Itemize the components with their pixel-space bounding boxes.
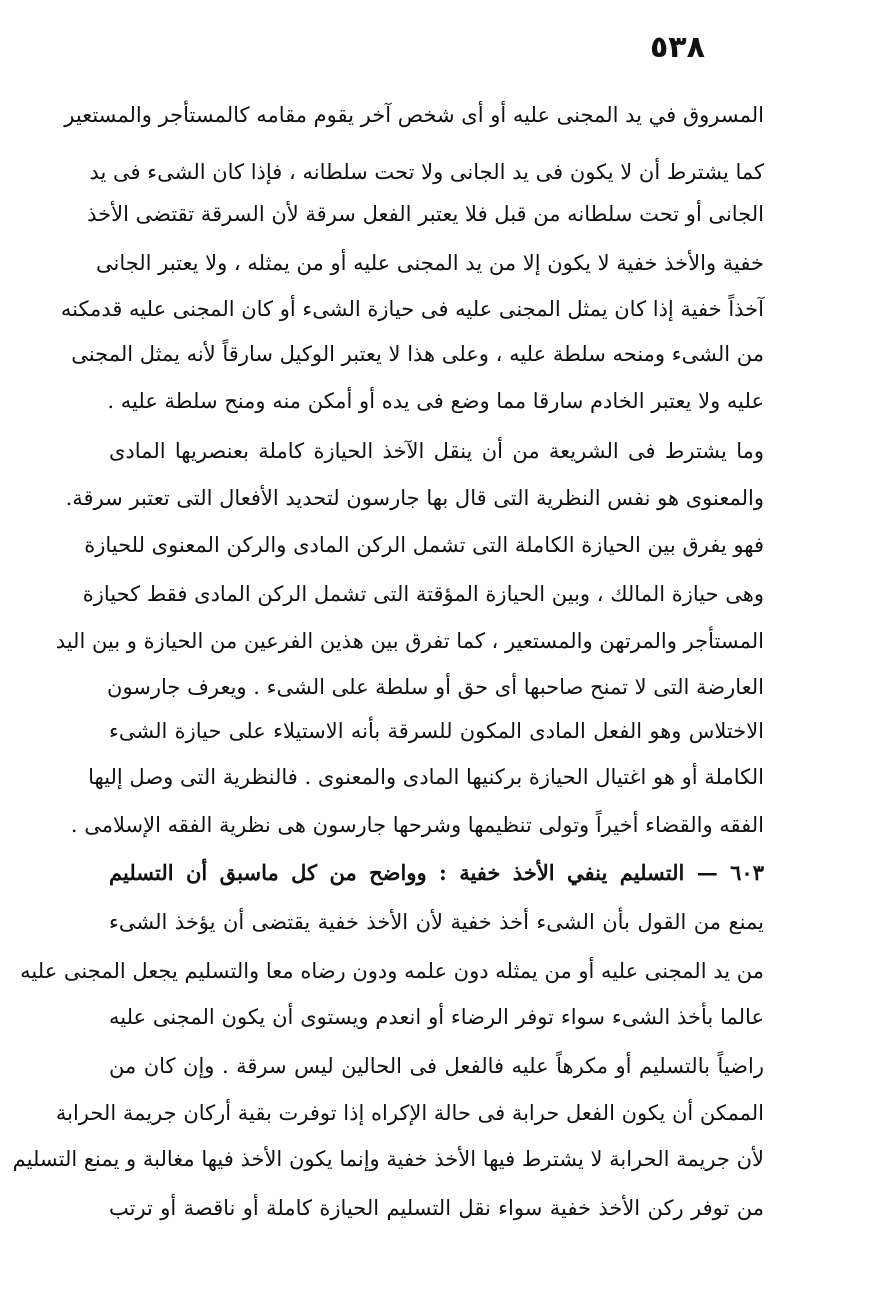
text-line: الجانى أو تحت سلطانه من قبل فلا يعتبر الفعل سرقة لأن السرقة تقتضى الأخذ: [87, 202, 764, 226]
text-line: الممكن أن يكون الفعل حرابة فى حالة الإكراه إذا توفرت بقية أركان جريمة الحرابة: [55, 1101, 764, 1125]
text-line: راضياً بالتسليم أو مكرهاً عليه فالفعل فى الحالين ليس سرقة . وإن كان من: [109, 1054, 764, 1078]
page-number: ٥٣٨: [650, 30, 705, 65]
text-line: آخذاً خفية إذا كان يمثل المجنى عليه فى حيازة الشىء أو كان المجنى عليه قدمكنه: [60, 297, 764, 321]
text-line: الكاملة أو هو اغتيال الحيازة بركنيها المادى والمعنوى . فالنظرية التى وصل إليها: [88, 765, 764, 789]
text-line: عليه ولا يعتبر الخادم سارقا مما وضع فى يده أو أمكن منه ومنح سلطة عليه .: [107, 389, 764, 413]
text-line: من توفر ركن الأخذ خفية سواء نقل التسليم الحيازة كاملة أو ناقصة أو ترتب: [109, 1196, 764, 1220]
text-line: عالما بأخذ الشىء سواء توفر الرضاء أو انعدم ويستوى أن يكون المجنى عليه: [109, 1005, 764, 1029]
text-line: المستأجر والمرتهن والمستعير ، كما تفرق بين هذين الفرعين من الحيازة و بين اليد: [55, 629, 764, 653]
text-line: من يد المجنى عليه أو من يمثله دون علمه ودون رضاه معا والتسليم يجعل المجنى عليه: [20, 959, 764, 983]
text-line: الفقه والقضاء أخيراً وتولى تنظيمها وشرحها جارسون هى نظرية الفقه الإسلامى .: [70, 813, 764, 837]
text-line: المسروق في يد المجنى عليه أو أى شخص آخر يقوم مقامه كالمستأجر والمستعير: [64, 103, 764, 127]
text-line: من الشىء ومنحه سلطة عليه ، وعلى هذا لا يعتبر الوكيل سارقاً لأنه يمثل المجنى: [71, 342, 764, 366]
text-line: والمعنوى هو نفس النظرية التى قال بها جارسون لتحديد الأفعال التى تعتبر سرقة.: [65, 486, 764, 510]
text-line: وهى حيازة المالك ، وبين الحيازة المؤقتة التى تشمل الركن المادى فقط كحيازة: [82, 582, 764, 606]
text-line: يمنع من القول بأن الشىء أخذ خفية لأن الأخذ خفية يقتضى أن يؤخذ الشىء: [109, 910, 764, 934]
text-line: خفية والأخذ خفية لا يكون إلا من يد المجنى عليه أو من يمثله ، ولا يعتبر الجانى: [95, 251, 764, 275]
text-line: العارضة التى لا تمنح صاحبها أى حق أو سلطة على الشىء . ويعرف جارسون: [107, 675, 764, 699]
text-line: الاختلاس وهو الفعل المادى المكون للسرقة بأنه الاستيلاء على حيازة الشىء: [109, 719, 764, 743]
text-line: وما يشترط فى الشريعة من أن ينقل الآخذ الحيازة كاملة بعنصريها المادى: [109, 439, 764, 463]
text-line: فهو يفرق بين الحيازة الكاملة التى تشمل الركن المادى والركن المعنوى للحيازة: [84, 533, 764, 557]
section-heading-line: ٦٠٣ — التسليم ينفي الأخذ خفية : وواضح من كل ماسبق أن التسليم: [109, 860, 764, 885]
text-line: لأن جريمة الحرابة لا يشترط فيها الأخذ خفية وإنما يكون الأخذ فيها مغالبة و يمنع التسليم: [12, 1147, 764, 1171]
text-line: كما يشترط أن لا يكون فى يد الجانى ولا تحت سلطانه ، فإذا كان الشىء فى يد: [89, 160, 764, 184]
